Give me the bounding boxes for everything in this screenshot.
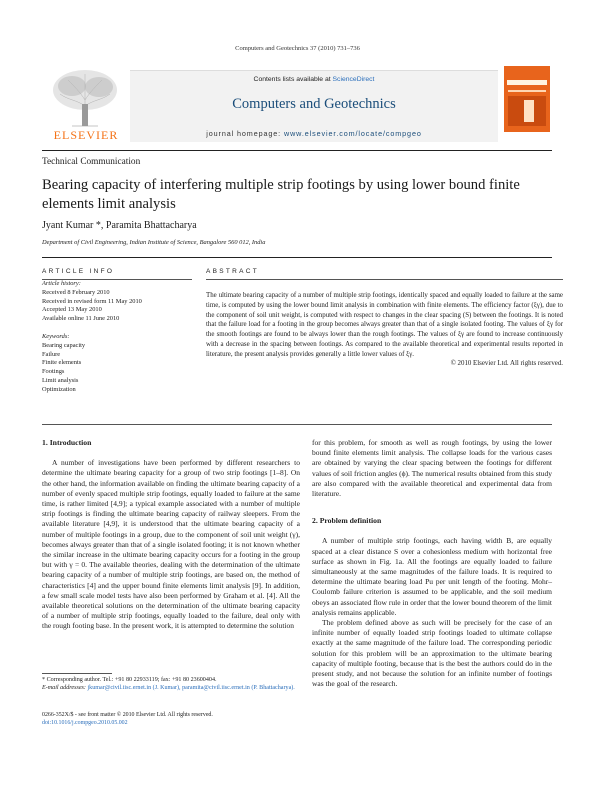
footnote-rule — [42, 673, 112, 674]
running-head: Computers and Geotechnics 37 (2010) 731–736 — [235, 45, 360, 52]
footnote-emails-line — [42, 684, 300, 692]
elsevier-logo-text: ELSEVIER — [53, 128, 119, 142]
keyword: Footings — [42, 368, 65, 376]
intro-heading: 1. Introduction — [42, 438, 92, 447]
keyword: Failure — [42, 350, 61, 358]
cover-figure — [524, 100, 534, 122]
journal-title-box — [130, 70, 498, 142]
left-column — [42, 438, 300, 632]
cover-title-bar — [507, 80, 547, 85]
intro-paragraph: A number of investigations have been performed by different researchers to determine the ultimate bearing capacity for a group of two strip footings [1–8]. On the other hand, the information available on finding the ultimate bearing capacity of a number of evenly spaced multiple strip footings, equally loaded to failure at the same time, is rather limited [4,9]; a typical example associated with a number of multiple strip footings is finding the ultimate bearing capacity of railway sleepers. From the available literature [4,9], it is understood that the ultimate bearing capacity of a number of multiple footings in a group, due to the component of soil unit weight (γ), becomes always greater than that of a single isolated footing; it is not known whether the similar increase in the ultimate bearing capacity occurs for a footing in the group but with γ = 0. The available theories, dealing with the determination of the ultimate bearing capacity of a number of multiple strip footings, are based on, the method of characteristics [4] and the upper bound finite elements limit analysis [9]. In addition, a few small scale model tests have also been performed by Graham et al. [4]. All the available theoretical solutions on the determination of the ultimate bearing capacity of a number of multiple strip footings, equally loaded to the failure, deal only with the rough footing base. In the present work, it is attempted to determine the solution — [42, 458, 300, 631]
abstract-label: ABSTRACT — [206, 268, 260, 275]
abstract-rule — [206, 279, 563, 280]
footnote-email-prefix: E-mail addresses: — [42, 685, 88, 692]
history-online: Available online 11 June 2010 — [42, 315, 120, 323]
abstract-text: The ultimate bearing capacity of a number of multiple strip footings, identically spaced and equally loaded to failure at the same time, is computed by using the lower bound limit analysis in combination with finite elements. The efficiency factor (ξγ), due to the component of soil unit weight, is computed with respect to changes in the clear spacing (S) between the footings. It is noted that the failure load for a footing in the group becomes always greater than that of a single isolated footing. The values of ξγ for the smooth footings are found to be always lower than the rough footings. The values of ξγ are found to increase continuously with a decrease in the spacing between footings. As compared to the available theoretical and experimental results reported in literature, the present analysis provides generally a little lower values of ξγ. — [206, 292, 563, 358]
issn-block — [42, 711, 213, 728]
keywords-header: Keywords: — [42, 332, 70, 340]
elsevier-tree-logo — [42, 66, 128, 136]
history-accepted: Accepted 13 May 2010 — [42, 306, 102, 314]
history-header: Article history: — [42, 280, 81, 287]
col-spacer — [312, 499, 552, 516]
problem-paragraph-2: The problem defined above as such will be precisely for the case of an infinite number of equally loaded strip footings loaded to ultimate collapse exactly at the same magnitude of the failure load. The corresponding periodic solution for this problem will be an approximation to the ultimate bearing capacity of multiple footing, because that is the best the authors could do in the present study, and not because the solution for an infinite number of footings was the goal of the research. — [312, 618, 552, 689]
contents-line — [130, 76, 498, 83]
keyword: Bearing capacity — [42, 341, 86, 349]
history-received: Received 8 February 2010 — [42, 288, 110, 296]
journal-header — [42, 66, 552, 148]
body-rule — [42, 424, 552, 425]
abstract-copyright: © 2010 Elsevier Ltd. All rights reserved. — [450, 360, 563, 368]
article-info-block — [42, 280, 192, 395]
abstract-block — [206, 291, 563, 369]
header-rule — [42, 150, 552, 151]
keyword: Finite elements — [42, 359, 82, 367]
footnote-corresponding: * Corresponding author. Tel.: +91 80 22933119; fax: +91 80 23600404. — [42, 677, 217, 683]
footnote-email-links[interactable]: jkumar@civil.iisc.ernet.in (J. Kumar), paramita@civil.iisc.ernet.in (P. Bhattacharya). — [87, 685, 295, 692]
front-matter-rule — [42, 257, 552, 258]
intro-continuation: for this problem, for smooth as well as rough footings, by using the lower bound finite elements limit analysis. The collapse loads for the various cases are obtained by varying the clear spacing between the footings for different values of soil friction angles (ϕ). The numerical results obtained from this study are also compared with the available theoretical and experimental data from literature. — [312, 438, 552, 499]
keyword: Limit analysis — [42, 376, 79, 384]
history-revised: Received in revised form 11 May 2010 — [42, 297, 142, 305]
journal-homepage — [130, 129, 498, 138]
cover-stripe — [508, 90, 546, 92]
authors: Jyant Kumar *, Paramita Bhattacharya — [42, 220, 197, 231]
affiliation: Department of Civil Engineering, Indian Institute of Science, Bangalore 560 012, India — [42, 239, 266, 246]
issn-line: 0266-352X/$ - see front matter © 2010 Elsevier Ltd. All rights reserved. — [42, 712, 213, 718]
article-type: Technical Communication — [42, 157, 141, 167]
keyword: Optimization — [42, 385, 76, 393]
journal-title: Computers and Geotechnics — [232, 96, 396, 112]
problem-paragraph-1: A number of multiple strip footings, each having width B, are equally spaced at a clear distance S over a cohesionless medium with horizontal free surface as shown in Fig. 1a. All the footings are equally loaded to failure simultaneously at the same magnitudes of the failure loads. It is required to determine the ultimate bearing load Pu per unit length of the footing. Mohr–Coulomb failure criterion is assumed to be applicable, and the soil medium obeys an associated flow rule in order that the lower bound theorem of the limit analysis remains applicable. — [312, 536, 552, 617]
doi-link[interactable]: doi:10.1016/j.compgeo.2010.05.002 — [42, 720, 128, 727]
sciencedirect-link[interactable]: ScienceDirect — [332, 76, 375, 83]
info-spacer — [42, 324, 192, 333]
homepage-link[interactable]: www.elsevier.com/locate/compgeo — [283, 129, 422, 138]
article-title: Bearing capacity of interfering multiple strip footings by using lower bound finite elements limit analysis — [42, 177, 520, 212]
journal-cover-thumbnail — [504, 66, 550, 132]
right-column — [312, 438, 552, 689]
footnote — [42, 676, 300, 693]
contents-prefix: Contents lists available at — [253, 76, 333, 83]
article-info-label: ARTICLE INFO — [42, 268, 115, 275]
homepage-prefix: journal homepage: — [206, 129, 284, 138]
problem-heading: 2. Problem definition — [312, 516, 382, 526]
